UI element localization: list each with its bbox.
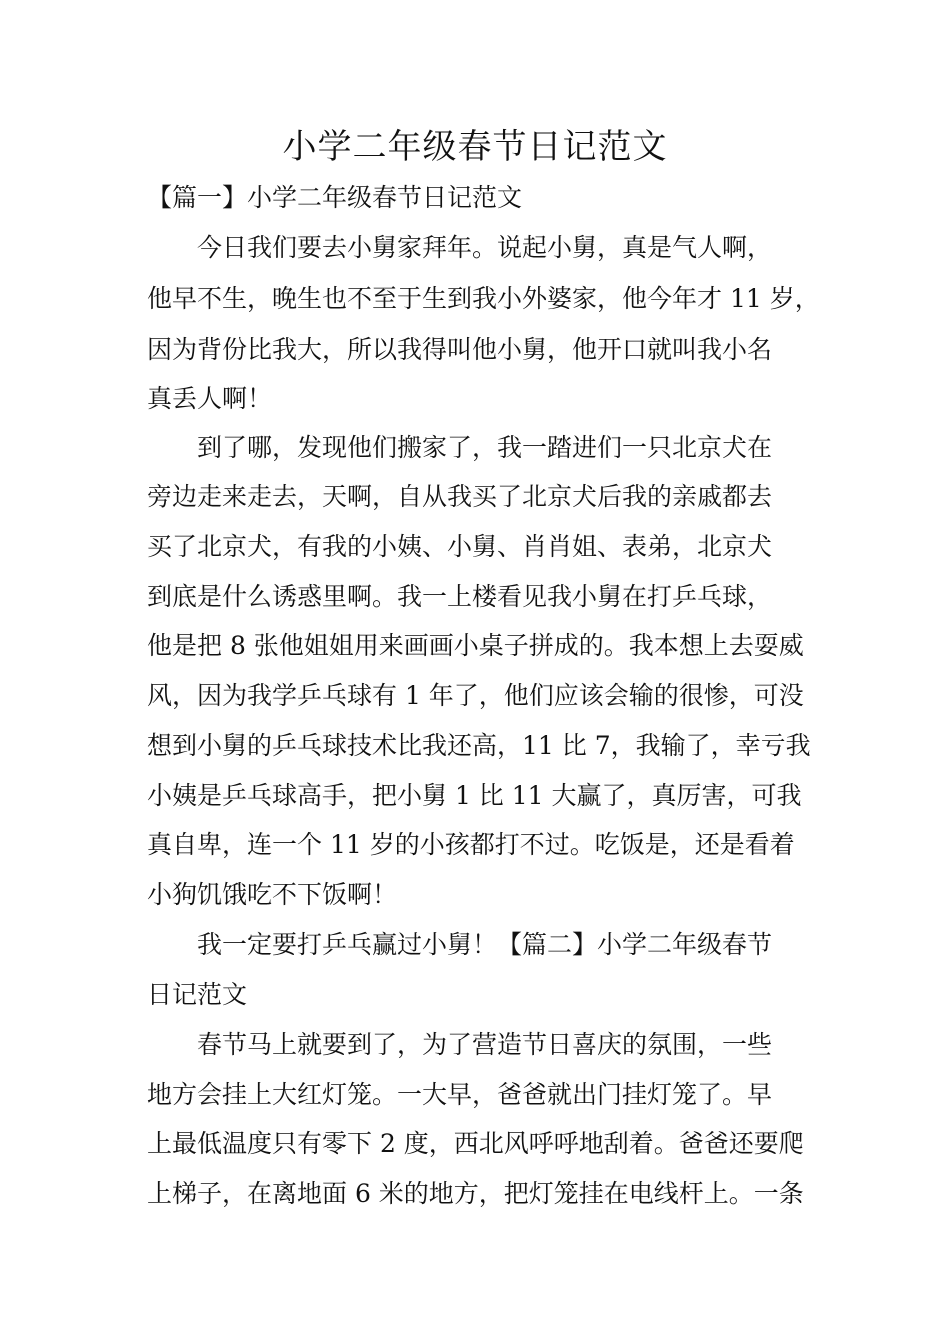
text-line: 他早不生，晚生也不至于生到我小外婆家，他今年才 11 岁， [147,284,820,313]
text-line: 小姨是乒乓球高手，把小舅 1 比 11 大赢了，真厉害，可我 [147,781,802,810]
text-line: 真丢人啊！ [147,384,273,413]
text-line: 春节马上就要到了，为了营造节日喜庆的氛围，一些 [197,1030,773,1059]
text-line: 日记范文 [147,980,248,1009]
text-line: 风，因为我学乒乓球有 1 年了，他们应该会输的很惨，可没 [147,681,804,710]
text-line: 上梯子，在离地面 6 米的地方，把灯笼挂在电线杆上。一条 [147,1179,804,1208]
text-line: 小狗饥饿吃不下饭啊！ [147,880,398,909]
text-line: 旁边走来走去，天啊，自从我买了北京犬后我的亲戚都去 [147,482,773,511]
text-line: 买了北京犬，有我的小姨、小舅、肖肖姐、表弟，北京犬 [147,532,773,561]
text-line: 到了哪，发现他们搬家了，我一踏进们一只北京犬在 [197,433,773,462]
text-line: 因为背份比我大，所以我得叫他小舅，他开口就叫我小名 [147,335,773,364]
text-line: 上最低温度只有零下 2 度，西北风呼呼地刮着。爸爸还要爬 [147,1129,804,1158]
text-line: 他是把 8 张他姐姐用来画画小桌子拼成的。我本想上去耍威 [147,631,804,660]
section-heading: 【篇一】小学二年级春节日记范文 [147,183,523,212]
text-line: 我一定要打乒乓赢过小舅！【篇二】小学二年级春节 [197,930,773,959]
text-line: 到底是什么诱惑里啊。我一上楼看见我小舅在打乒乓球， [147,582,773,611]
text-line: 想到小舅的乒乓球技术比我还高，11 比 7，我输了，幸亏我 [147,731,811,760]
text-line: 地方会挂上大红灯笼。一大早，爸爸就出门挂灯笼了。早 [147,1080,773,1109]
text-line: 真自卑，连一个 11 岁的小孩都打不过。吃饭是，还是看着 [147,830,795,859]
page-title: 小学二年级春节日记范文 [282,127,668,167]
text-line: 今日我们要去小舅家拜年。说起小舅，真是气人啊， [197,233,773,262]
